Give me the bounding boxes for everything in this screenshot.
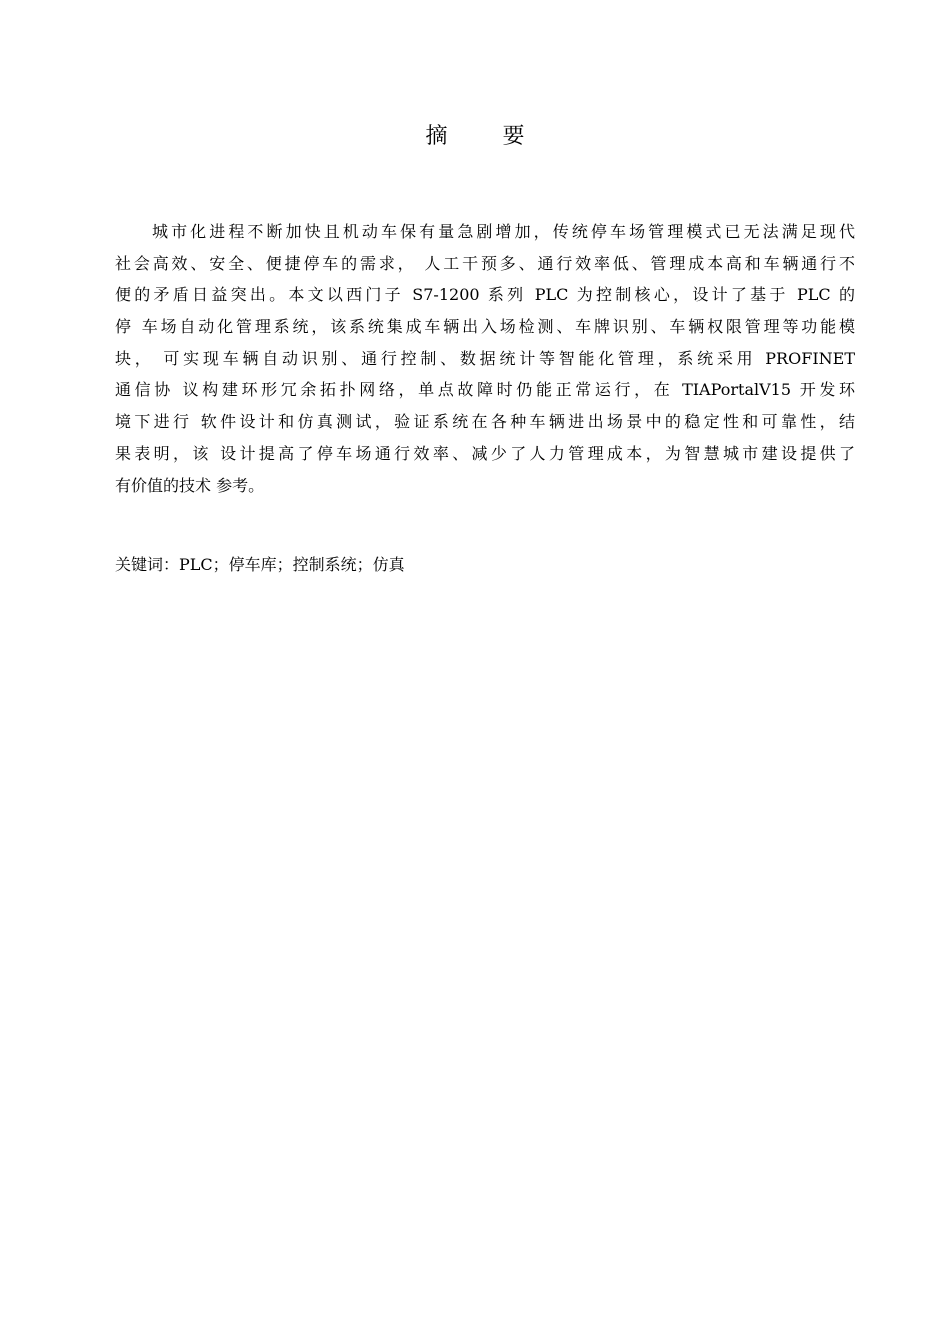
- abstract-line: 有价值的技术 参考。: [115, 475, 265, 495]
- abstract-line: 停 车场自动化管理系统，该系统集成车辆出入场检测、车牌识别、车辆权限管理等功能模: [115, 317, 855, 337]
- keywords-value: PLC；停车库；控制系统；仿真: [179, 555, 405, 574]
- keywords-label: 关键词：: [115, 555, 180, 574]
- abstract-line: 果表明，该 设计提高了停车场通行效率、减少了人力管理成本，为智慧城市建设提供了: [115, 443, 855, 463]
- abstract-line: 便的矛盾日益突出。本文以西门子 S7-1200 系列 PLC 为控制核心，设计了基于 PLC 的: [115, 285, 855, 305]
- abstract-body: [115, 216, 855, 501]
- abstract-line: 城市化进程不断加快且机动车保有量急剧增加，传统停车场管理模式已无法满足现代: [152, 222, 855, 241]
- abstract-line: 境下进行 软件设计和仿真测试，验证系统在各种车辆进出场景中的稳定性和可靠性，结: [115, 412, 855, 432]
- abstract-line: 通信协 议构建环形冗余拓扑网络，单点故障时仍能正常运行，在 TIAPortalV15 开发环: [115, 380, 855, 400]
- abstract-line: 社会高效、安全、便捷停车的需求， 人工干预多、通行效率低、管理成本高和车辆通行不: [115, 253, 855, 273]
- keywords: [115, 551, 405, 579]
- abstract-line: 块， 可实现车辆自动识别、通行控制、数据统计等智能化管理，系统采用 PROFINET: [115, 348, 855, 368]
- page-title: 摘 要: [425, 124, 549, 149]
